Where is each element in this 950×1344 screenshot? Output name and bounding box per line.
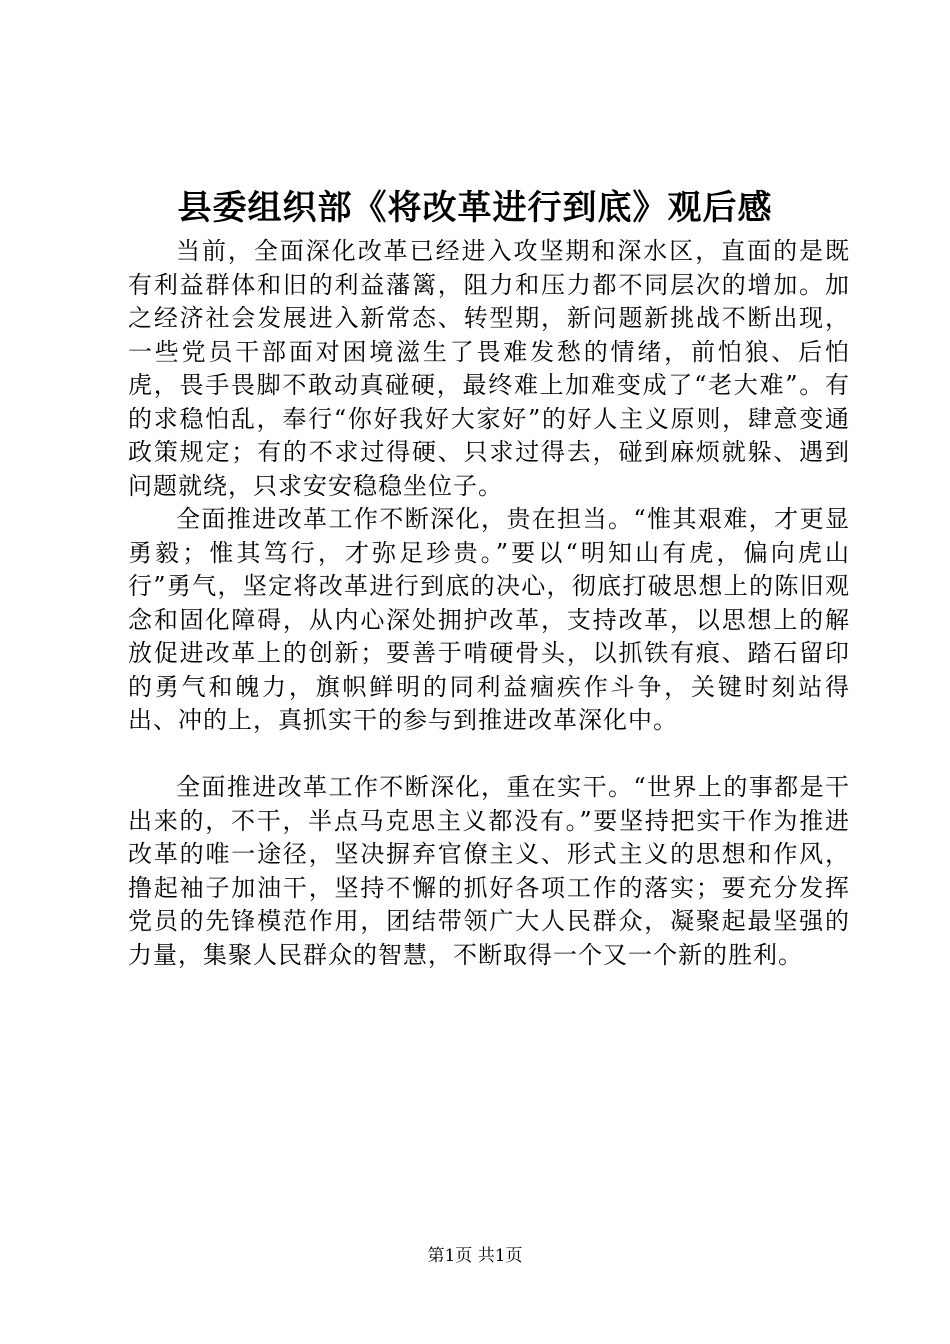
document-body [128, 235, 850, 972]
paragraph-1: 当前，全面深化改革已经进入攻坚期和深水区，直面的是既有利益群体和旧的利益藩篱，阻力和压力都不同层次的增加。加之经济社会发展进入新常态、转型期，新问题新挑战不断出现，一些党员干部面对困境滋生了畏难发愁的情绪，前怕狼、后怕虎，畏手畏脚不敢动真碰硬，最终难上加难变成了“老大难”。有的求稳怕乱，奉行“你好我好大家好”的好人主义原则，肆意变通政策规定；有的不求过得硬、只求过得去，碰到麻烦就躲、遇到问题就绕，只求安安稳稳坐位子。 [128, 237, 850, 500]
document-title: 县委组织部《将改革进行到底》观后感 [177, 188, 773, 228]
paragraph-3: 全面推进改革工作不断深化，重在实干。“世界上的事都是干出来的，不干，半点马克思主义都没有。”要坚持把实干作为推进改革的唯一途径，坚决摒弃官僚主义、形式主义的思想和作风，撸起袖子加油干，坚持不懈的抓好各项工作的落实；要充分发挥党员的先锋模范作用，团结带领广大人民群众，凝聚起最坚强的力量，集聚人民群众的智慧，不断取得一个又一个新的胜利。 [128, 773, 850, 969]
paragraph-2: 全面推进改革工作不断深化，贵在担当。“惟其艰难，才更显勇毅；惟其笃行，才弥足珍贵。”要以“明知山有虎，偏向虎山行”勇气，坚定将改革进行到底的决心，彻底打破思想上的陈旧观念和固化障碍，从内心深处拥护改革，支持改革，以思想上的解放促进改革上的创新；要善于啃硬骨头，以抓铁有痕、踏石留印的勇气和魄力，旗帜鲜明的同利益痼疾作斗争，关键时刻站得出、冲的上，真抓实干的参与到推进改革深化中。 [128, 505, 850, 734]
page-number-footer: 第1页 共1页 [427, 1246, 523, 1266]
